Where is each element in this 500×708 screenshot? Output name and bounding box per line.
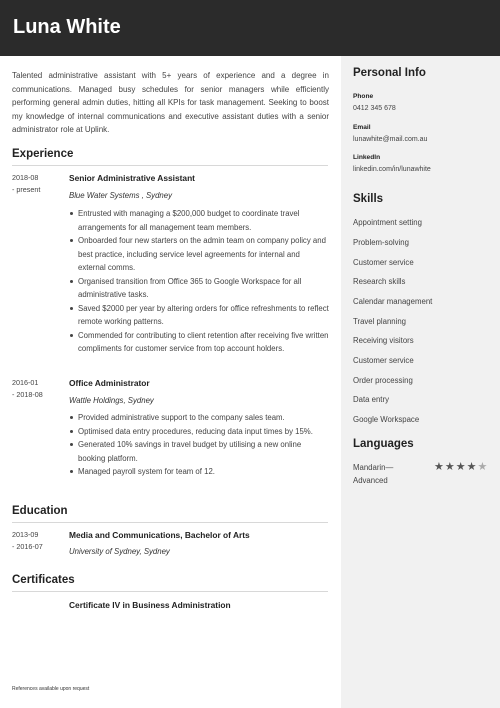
star-filled-icon: ★ (444, 460, 455, 473)
candidate-name: Luna White (13, 16, 121, 38)
phone-label: Phone (353, 93, 374, 100)
list-item: Entrusted with managing a $200,000 budget to coordinate travel arrangements for all management team members. (69, 207, 329, 234)
skill-item: Receiving visitors (353, 336, 414, 345)
skill-item: Data entry (353, 395, 389, 404)
skill-item: Travel planning (353, 317, 407, 326)
certificates-divider (12, 591, 328, 592)
list-item: Managed payroll system for team of 12. (69, 465, 329, 479)
list-item: Optimised data entry procedures, reducing data input times by 15%. (69, 425, 329, 439)
personal-info-heading: Personal Info (353, 67, 426, 79)
email-value: lunawhite@mail.com.au (353, 136, 428, 143)
skill-item: Customer service (353, 258, 414, 267)
education-divider (12, 522, 328, 523)
job-1-date-start: 2018-08 (12, 173, 39, 182)
education-1-dates (12, 529, 62, 552)
star-filled-icon: ★ (466, 460, 477, 473)
education-1-date-end: - 2016-07 (12, 541, 43, 551)
education-1-school: University of Sydney, Sydney (69, 547, 170, 556)
education-heading: Education (12, 505, 68, 517)
job-1-title: Senior Administrative Assistant (69, 173, 195, 183)
resume-header (0, 0, 500, 56)
certificates-heading: Certificates (12, 574, 75, 586)
skill-item: Problem-solving (353, 238, 409, 247)
references-note: References available upon request (12, 686, 90, 692)
star-filled-icon: ★ (434, 460, 444, 473)
star-empty-icon: ★ (477, 460, 488, 473)
job-2-dates (12, 377, 62, 400)
job-1-date-end: - present (12, 184, 41, 194)
job-2-company: Wattle Holdings, Sydney (69, 396, 154, 405)
education-1-date-start: 2013-09 (12, 530, 39, 539)
job-2-date-end: - 2018-08 (12, 389, 43, 399)
linkedin-value: linkedin.com/in/lunawhite (353, 166, 431, 173)
job-1-bullets (69, 207, 329, 356)
job-1-dates (12, 172, 62, 195)
job-1-company: Blue Water Systems , Sydney (69, 191, 172, 200)
skill-item: Order processing (353, 376, 413, 385)
star-filled-icon: ★ (455, 460, 466, 473)
list-item: Commended for contributing to client retention after receiving five written compliments for customer service from top account holders. (69, 329, 329, 356)
skill-item: Google Workspace (353, 415, 420, 424)
phone-value: 0412 345 678 (353, 105, 396, 112)
language-rating (434, 461, 487, 472)
experience-divider (12, 165, 328, 166)
list-item: Organised transition from Office 365 to Google Workspace for all administrative tasks. (69, 275, 329, 302)
language-level: Advanced (353, 476, 388, 485)
skill-item: Calendar management (353, 297, 433, 306)
professional-summary: Talented administrative assistant with 5+ years of experience and a degree in communications. Managed busy schedules for senior managers while efficiently performing general admin duties, hitting all KPIs for task management. Seeking to boost my knowledge of internal communications and executive assistant duties with a senior administrator role at Uplink. (12, 71, 329, 135)
linkedin-label: LinkedIn (353, 154, 381, 161)
skill-item: Appointment setting (353, 218, 422, 227)
job-2-title: Office Administrator (69, 378, 150, 388)
skill-item: Research skills (353, 277, 406, 286)
experience-heading: Experience (12, 148, 74, 160)
education-1-degree: Media and Communications, Bachelor of Arts (69, 530, 250, 540)
list-item: Generated 10% savings in travel budget by utilising a new online booking platform. (69, 438, 329, 465)
languages-heading: Languages (353, 438, 414, 450)
language-item (353, 461, 433, 487)
list-item: Provided administrative support to the company sales team. (69, 411, 329, 425)
language-name: Mandarin— (353, 463, 394, 472)
job-2-bullets (69, 411, 329, 479)
skills-heading: Skills (353, 193, 384, 205)
list-item: Onboarded four new starters on the admin team on company policy and best practice, including service level agreements for internal and external comms. (69, 234, 329, 275)
job-2-date-start: 2016-01 (12, 378, 39, 387)
list-item: Saved $2000 per year by altering orders for office refreshments to reflect remote working patterns. (69, 302, 329, 329)
certificate-1: Certificate IV in Business Administration (69, 600, 231, 610)
email-label: Email (353, 124, 371, 131)
skill-item: Customer service (353, 356, 414, 365)
